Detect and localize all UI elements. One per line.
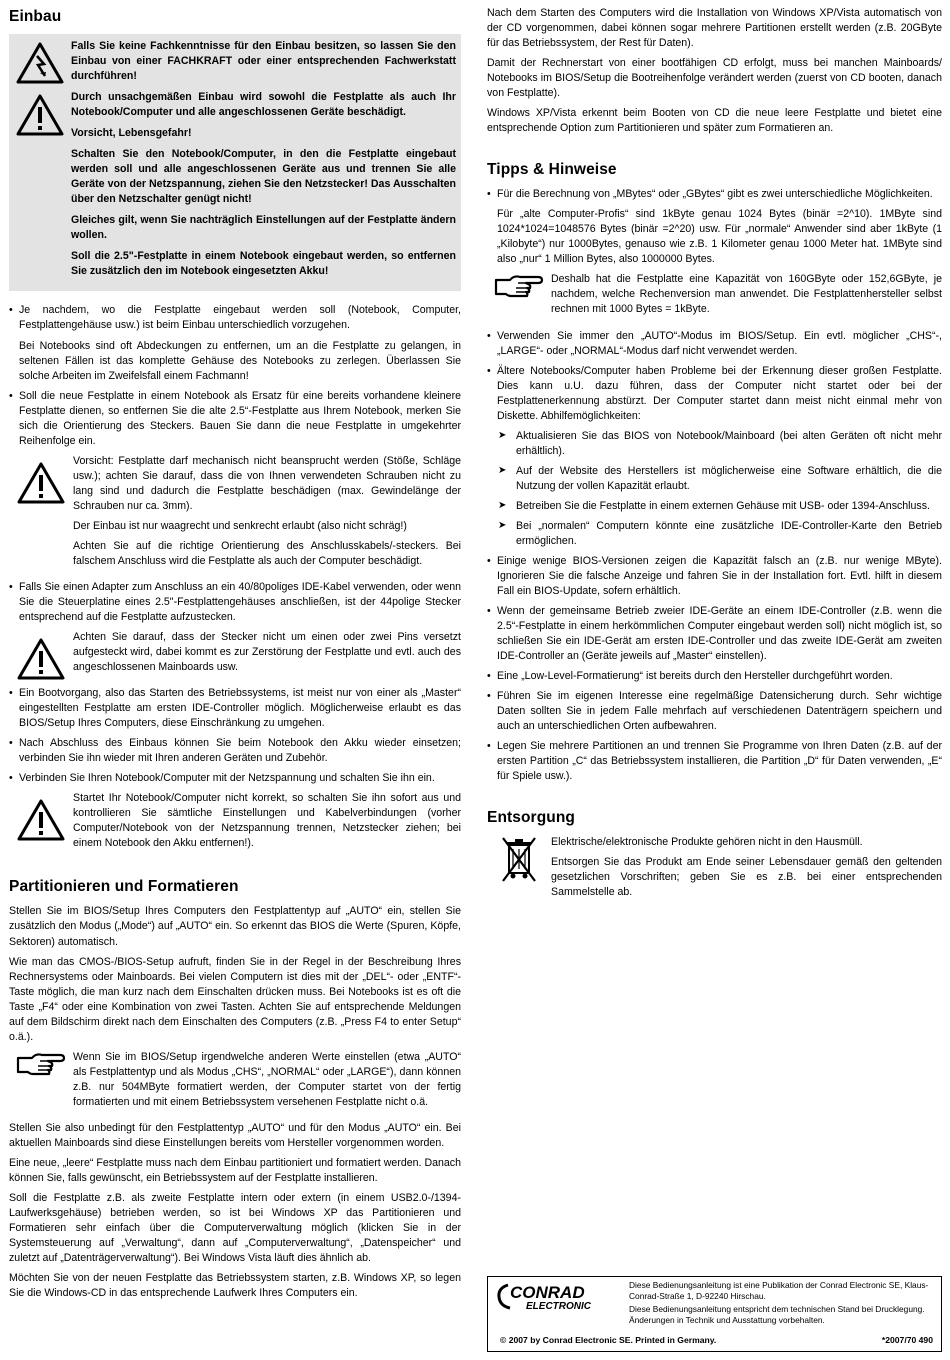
paragraph: Für „alte Computer-Profis“ sind 1kByte genau 1024 Bytes (binär =2^10). 1MByte sind 1024*1024=1048576 Bytes (binär =2^20) usw. Für „normale“ Anwender sind aber 1kByte (1 „Kilobyte“) nur 1000Bytes, genauso wie z.B. 1 Kilometer genau 1000 Meter hat. 1MByte sind also „nur“ 1 Million Bytes, also 1000000 Bytes. xyxy=(497,208,942,266)
warning-text: Schalten Sie den Notebook/Computer, in den die Festplatte eingebaut werden soll und alle angeschlossenen Geräte aus und trennen Sie alle Geräte von der Netzspannung, ziehen Sie den Netzstecker! Das Ausschalten über den Netzschalter genügt nicht! xyxy=(71,148,456,206)
note-text: Achten Sie darauf, dass der Stecker nicht um einen oder zwei Pins versetzt aufgesteckt wird, dabei kommt es zur Zerstörung der Festplatte und evtl. auch des angeschlossenen Mainboards usw. xyxy=(73,631,461,674)
caution-note xyxy=(9,791,461,856)
paragraph: Soll die Festplatte z.B. als zweite Festplatte intern oder extern (in einem USB2.0-/1394-Laufwerksgehäuse) betrieben werden, so ist bei Windows XP das Partitionieren und Formatieren sehr einfach über die Computerverwaltung möglich (klicken Sie in der Systemsteuerung auf „Verwaltung“, dann auf „Computerverwaltung“, „Datenspeicher“ und zuletzt auf „Datenträgerverwaltung“). Bei Windows Vista läuft dies ähnlich ab. xyxy=(9,1191,461,1265)
note-text: Elektrische/elektronische Produkte gehören nicht in den Hausmüll. xyxy=(551,836,863,849)
paragraph: Nach dem Starten des Computers wird die Installation von Windows XP/Vista automatisch von der CD vorgenommen, dabei können sogar mehrere Partitionen erstellt werden (z.B. 20GByte für das Betriebssystem, der Rest für Daten). xyxy=(487,7,942,50)
right-column xyxy=(487,6,942,911)
pointing-hand-icon xyxy=(494,274,544,322)
logo-line2: ELECTRONIC xyxy=(526,1301,591,1312)
warning-text: Soll die 2.5"-Festplatte in einem Notebook eingebaut werden, so entfernen Sie zusätzlich den im Notebook eingesetzten Akku! xyxy=(71,250,456,278)
bullet-item: • Einige wenige BIOS-Versionen zeigen die Kapazität falsch an (z.B. nur wenige MByte). Ignorieren Sie die falsche Anzeige und fahren Sie in der Installation fort. Evtl. hilft in diesem Fall ein BIOS-Update, sofern erhältlich. xyxy=(487,554,942,599)
caution-note xyxy=(9,630,461,680)
tipps-heading: Tipps & Hinweise xyxy=(487,161,617,179)
footer-publication: Diese Bedienungsanleitung ist eine Publikation der Conrad Electronic SE, Klaus-Conrad-Straße 1, D-92240 Hirschau. xyxy=(629,1280,929,1301)
publisher-footer xyxy=(487,1276,942,1352)
document-code: *2007/70 490 xyxy=(881,1334,933,1345)
warning-triangle-icon xyxy=(17,799,65,856)
warning-text: Durch unsachgemäßen Einbau wird sowohl die Festplatte als auch Ihr Notebook/Computer und alle angeschlossenen Geräte beschädigt. xyxy=(71,91,456,119)
warning-text: Falls Sie keine Fachkenntnisse für den Einbau besitzen, so lassen Sie den Einbau von einer FACHKRAFT oder einer entsprechenden Fachwerkstatt durchführen! xyxy=(71,40,456,83)
conrad-logo xyxy=(496,1282,616,1312)
paragraph: Wie man das CMOS-/BIOS-Setup aufruft, finden Sie in der Regel in der Beschreibung Ihres Rechnersystems oder Mainboards. Bei vielen Computern ist dies mit der „DEL“- oder „ENTF“-Taste möglich, die man kurz nach dem Einschalten drücken muss. Bei Notebooks ist es oft die Taste „F4“ oder eine Kombination von zwei Tasten. Achten Sie auf entsprechende Meldungen auf dem Bildschirm direkt nach dem Einschalten des Computers (z.B. „Press F4 to enter Setup“ o.ä.). xyxy=(9,955,461,1043)
hint-note xyxy=(9,1050,461,1115)
bullet-item: • Verwenden Sie immer den „AUTO“-Modus im BIOS/Setup. Ein evtl. möglicher „CHS“-, „LARGE“- oder „NORMAL“-Modus darf nicht verwendet werden. xyxy=(487,329,942,359)
bullet-item: • Für die Berechnung von „MBytes“ oder „GBytes“ gibt es zwei unterschiedliche Möglichkeiten. xyxy=(487,187,942,202)
note-text: Vorsicht: Festplatte darf mechanisch nicht beansprucht werden (Stöße, Schläge usw.); achten Sie darauf, dass die von Ihnen verwendeten Schrauben nicht zu lang sind und dadurch die Festplatte beschädigen (max. Gewindelänge der Schrauben nur ca. 3mm). xyxy=(73,454,461,512)
warning-triangle-icon xyxy=(16,94,64,136)
bullet-item: • Soll die neue Festplatte in einem Notebook als Ersatz für eine bereits vorhandene kleinere Festplatte dienen, so entfernen Sie die alte 2.5“-Festplatte aus Ihrem Notebook, merken Sie sich die Orientierung des Steckers. Bauen Sie dann die neue Festplatte in umgekehrter Reihenfolge ein. xyxy=(9,389,461,449)
warning-text: Gleiches gilt, wenn Sie nachträglich Einstellungen auf der Festplatte ändern wollen. xyxy=(71,214,456,242)
paragraph: Stellen Sie also unbedingt für den Festplattentyp „AUTO“ und für den Modus „AUTO“ ein. Bei aktuellen Mainboards sind diese Einstellungen bereits vom Hersteller vorgenommen worden. xyxy=(9,1121,461,1149)
warning-text: Vorsicht, Lebensgefahr! xyxy=(71,127,192,140)
paragraph: Möchten Sie von der neuen Festplatte das Betriebssystem starten, z.B. Windows XP, so legen Sie die Windows-CD in das entsprechende Laufwerk Ihres Computers ein. xyxy=(9,1272,461,1300)
bullet-item: • Nach Abschluss des Einbaus können Sie beim Notebook den Akku wieder einsetzen; verbinden Sie ihn wieder mit Ihren anderen Geräten und Zubehör. xyxy=(9,736,461,766)
bullet-item: • Führen Sie im eigenen Interesse eine regelmäßige Datensicherung durch. Sehr wichtige Daten sollten Sie in jedem Falle mehrfach auf verschiedenen Datenträgern speichern und auch an unterschiedlichen Orten aufbewahren. xyxy=(487,689,942,734)
bullet-item: • Verbinden Sie Ihren Notebook/Computer mit der Netzspannung und schalten Sie ihn ein. xyxy=(9,771,461,786)
copyright: © 2007 by Conrad Electronic SE. Printed in Germany. xyxy=(500,1334,717,1345)
crossed-bin-icon xyxy=(499,835,539,905)
paragraph: Bei Notebooks sind oft Abdeckungen zu entfernen, um an die Festplatte zu gelangen, in seltenen Fällen ist das komplette Gehäuse des Notebooks zu zerlegen. Überlassen Sie solche Arbeiten im Zweifelsfall einem Fachmann! xyxy=(19,339,461,382)
paragraph: Windows XP/Vista erkennt beim Booten von CD die neue leere Festplatte und bietet eine entsprechende Option zum Partitionieren und später zum Formatieren an. xyxy=(487,107,942,135)
paragraph: Stellen Sie im BIOS/Setup Ihres Computers den Festplattentyp auf „AUTO“ ein, stellen Sie zusätzlich den Modus („Mode“) auf „AUTO“ ein. So erkennt das BIOS die Werte (Spuren, Köpfe, Sektoren) automatisch. xyxy=(9,905,461,948)
footer-text xyxy=(629,1280,937,1328)
bullet-item: • Falls Sie einen Adapter zum Anschluss an ein 40/80poliges IDE-Kabel verwenden, oder wenn Sie die Steuerplatine eines 2.5"-Festplattengehäuses anschließen, ist der 44polige Stecker entsprechend auf die Festplatte aufzustecken. xyxy=(9,580,461,625)
note-text: Wenn Sie im BIOS/Setup irgendwelche anderen Werte einstellen (etwa „AUTO“ als Festplattentyp und als Modus „CHS“, „NORMAL“ oder „LARGE“), dann können z.B. nur 504MByte formatiert werden, der Computer startet von der fertig formatierten und mit einem Betriebssystem versehenen Festplatte nicht o.ä. xyxy=(73,1050,461,1108)
note-text: Achten Sie auf die richtige Orientierung des Anschlusskabels/-steckers. Bei falschem Anschluss wird die Festplatte als auch der Computer beschädigt. xyxy=(73,539,461,567)
note-text: Deshalb hat die Festplatte eine Kapazität von 160GByte oder 152,6GByte, je nachdem, welche Rechenversion man anwendet. Die Festplattenhersteller selbst rechnen mit 1000 Bytes = 1kByte. xyxy=(551,273,942,316)
logo-line1: CONRAD xyxy=(510,1283,585,1302)
high-voltage-icon xyxy=(16,42,64,84)
pointing-hand-icon xyxy=(16,1052,66,1115)
left-column xyxy=(9,6,461,1306)
note-text: Startet Ihr Notebook/Computer nicht korrekt, so schalten Sie ihn sofort aus und kontrollieren Sie sämtliche Einstellungen und Kabelverbindungen (vorher Computer/Notebook von der Netzspannung trennen, Netzstecker ziehen; bei einem Notebook den Akku entfernen!). xyxy=(73,792,461,850)
bullet-item: • Legen Sie mehrere Partitionen an und trennen Sie Programme von Ihren Daten (z.B. auf der ersten Partition „C“ das Betriebssystem installieren, die Partition „D“ für Daten verwenden, „E“ für Spiele usw.). xyxy=(487,739,942,784)
hint-note xyxy=(487,272,942,322)
arrow-item: ➤ Betreiben Sie die Festplatte in einem externen Gehäuse mit USB- oder 1394-Anschluss. xyxy=(487,499,942,514)
warning-triangle-icon xyxy=(17,462,65,574)
arrow-item: ➤ Aktualisieren Sie das BIOS von Notebook/Mainboard (bei alten Geräten oft nicht mehr erhältlich). xyxy=(487,429,942,459)
note-text: Entsorgen Sie das Produkt am Ende seiner Lebensdauer gemäß den geltenden gesetzlichen Vorschriften; geben Sie es z.B. bei einer entsprechenden Sammelstelle ab. xyxy=(551,856,942,899)
footer-disclaimer: Diese Bedienungsanleitung entspricht dem technischen Stand bei Drucklegung. Änderungen in Technik und Ausstattung vorbehalten. xyxy=(629,1303,925,1325)
arrow-item: ➤ Auf der Website des Herstellers ist möglicherweise eine Software erhältlich, die die Nutzung der vollen Kapazität erlaubt. xyxy=(487,464,942,494)
entsorgung-heading: Entsorgung xyxy=(487,809,575,827)
paragraph: Damit der Rechnerstart von einer bootfähigen CD erfolgt, muss bei manchen Mainboards/ Notebooks im BIOS/Setup die Bootreihenfolge verändert werden (zuerst von CD booten, danach von Festplatte). xyxy=(487,57,942,100)
partition-heading: Partitionieren und Formatieren xyxy=(9,878,239,896)
arrow-item: ➤ Bei „normalen“ Computern könnte eine zusätzliche IDE-Controller-Karte den Betrieb ermöglichen. xyxy=(487,519,942,549)
einbau-heading: Einbau xyxy=(9,8,62,25)
disposal-note xyxy=(487,835,942,905)
bullet-item: • Wenn der gemeinsame Betrieb zweier IDE-Geräte an einem IDE-Controller (z.B. wenn die 2.5“-Festplatte in einem herkömmlichen Computer eingebaut werden soll) nicht möglich ist, so schließen Sie ein IDE-Gerät am ersten IDE-Controller und das zweite IDE-Gerät am zweiten IDE-Controller an (Geräte jeweils auf „Master“ einstellen). xyxy=(487,604,942,664)
warning-icons xyxy=(9,39,71,285)
caution-note xyxy=(9,454,461,574)
bullet-item: • Ältere Notebooks/Computer haben Probleme bei der Erkennung dieser großen Festplatte. Dies kann u.U. dazu führen, dass der Computer nicht startet oder bei der Festplattenerkennung abstürzt. Der Computer startet dann meist nicht einmal mehr von Diskette. Abhilfemöglichkeiten: xyxy=(487,364,942,424)
paragraph: Eine neue, „leere“ Festplatte muss nach dem Einbau partitioniert und formatiert werden. Danach können Sie, falls gewünscht, ein Betriebssystem auf der Festplatte installieren. xyxy=(9,1156,461,1184)
note-text: Der Einbau ist nur waagrecht und senkrecht erlaubt (also nicht schräg!) xyxy=(73,519,407,532)
bullet-item: • Ein Bootvorgang, also das Starten des Betriebssystems, ist meist nur von einer als „Master“ eingestellten Festplatte am ersten IDE-Controller möglich. Möglicherweise erlaubt es das BIOS/Setup Ihres Computers, diese Einschränkung zu umgehen. xyxy=(9,686,461,731)
safety-warning-box xyxy=(9,34,461,291)
bullet-item: • Je nachdem, wo die Festplatte eingebaut werden soll (Notebook, Computer, Festplattengehäuse usw.) ist beim Einbau unterschiedlich vorzugehen. xyxy=(9,303,461,333)
bullet-item: • Eine „Low-Level-Formatierung“ ist bereits durch den Hersteller durchgeführt worden. xyxy=(487,669,942,684)
warning-triangle-icon xyxy=(17,638,65,680)
warning-texts xyxy=(71,39,456,285)
